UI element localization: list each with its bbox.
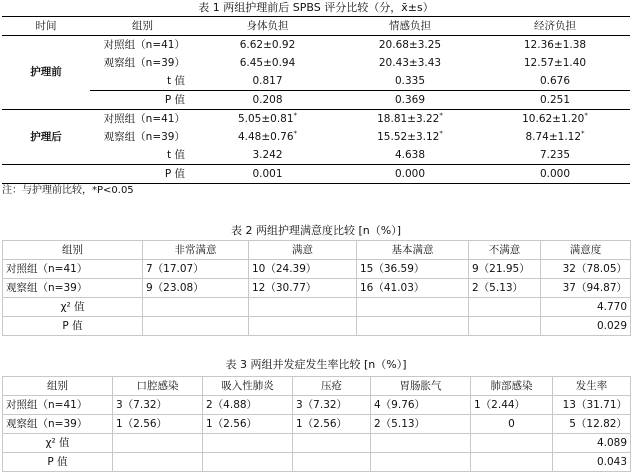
- value-cell: 0.335: [394, 74, 426, 87]
- table-row: [2, 36, 630, 55]
- header-group: 组别: [90, 17, 195, 36]
- value-cell: 12.36±1.38: [523, 38, 587, 51]
- table1-header-row: [2, 17, 630, 36]
- value-cell: 0.029: [541, 317, 631, 336]
- empty-cell: [293, 453, 371, 472]
- group-cell: P 值: [90, 165, 195, 184]
- header-cell: 满意度: [541, 241, 631, 260]
- empty-cell: [471, 453, 553, 472]
- value-cell: 10.62±1.20*: [480, 110, 630, 129]
- empty-cell: [249, 298, 357, 317]
- table-row: [2, 165, 630, 184]
- value-cell: 4（9.76）: [371, 396, 471, 415]
- empty-cell: [203, 453, 293, 472]
- table3-complications: [2, 376, 631, 472]
- header-economic: 经济负担: [480, 17, 630, 36]
- value-cell: 12（30.77）: [249, 279, 357, 298]
- empty-cell: [371, 453, 471, 472]
- value-cell: 10（24.39）: [249, 260, 357, 279]
- value-cell: 13（31.71）: [553, 396, 631, 415]
- group-cell: t 值: [167, 74, 185, 87]
- group-cell: P 值: [90, 91, 195, 110]
- table3-caption: 表 3 两组并发症发生率比较 [n（%）]: [225, 358, 407, 371]
- table-row: [3, 415, 631, 434]
- group-cell: 观察组（n=39）: [3, 415, 113, 434]
- table-row: [2, 72, 630, 91]
- value-cell: 1（2.56）: [203, 415, 293, 434]
- header-cell: 组别: [3, 241, 143, 260]
- header-cell: 发生率: [553, 377, 631, 396]
- time-before: 护理前: [30, 66, 62, 78]
- empty-cell: [2, 165, 90, 184]
- empty-cell: [203, 434, 293, 453]
- value-cell: 5（12.82）: [553, 415, 631, 434]
- value-cell: 7.235: [539, 148, 571, 161]
- value-cell: 0: [471, 415, 553, 434]
- header-cell: 胃肠胀气: [371, 377, 471, 396]
- value-cell: 7（17.07）: [143, 260, 249, 279]
- header-time: 时间: [2, 17, 90, 36]
- header-cell: 口腔感染: [113, 377, 203, 396]
- value-cell: 3（7.32）: [293, 396, 371, 415]
- empty-cell: [143, 317, 249, 336]
- table-row: [3, 317, 631, 336]
- header-cell: 压疮: [293, 377, 371, 396]
- header-cell: 不满意: [469, 241, 541, 260]
- header-physical: 身体负担: [195, 17, 340, 36]
- empty-cell: [113, 434, 203, 453]
- empty-cell: [249, 317, 357, 336]
- value-cell: 20.43±3.43: [378, 56, 442, 69]
- time-after: 护理后: [2, 110, 90, 165]
- table-row: [2, 110, 630, 129]
- table1-note: 注：与护理前比较，*P<0.05: [2, 185, 134, 196]
- table2-header-row: [3, 241, 631, 260]
- table-row: [3, 279, 631, 298]
- value-cell: 6.62±0.92: [239, 38, 296, 51]
- table-row: [2, 128, 630, 146]
- value-cell: 15.52±3.12*: [377, 129, 443, 143]
- value-cell: 4.089: [553, 434, 631, 453]
- group-cell: 观察组（n=39）: [103, 56, 185, 69]
- table-row: [2, 91, 630, 110]
- empty-cell: [143, 298, 249, 317]
- value-cell: 0.001: [195, 165, 340, 184]
- value-cell: 4.638: [394, 148, 426, 161]
- value-cell: 15（36.59）: [357, 260, 469, 279]
- table-row: [3, 434, 631, 453]
- table2-caption: 表 2 两组护理满意度比较 [n（%）]: [231, 224, 401, 237]
- value-cell: 5.05±0.81*: [195, 110, 340, 129]
- group-cell: 对照组（n=41）: [3, 396, 113, 415]
- value-cell: 0.043: [553, 453, 631, 472]
- value-cell: 0.676: [539, 74, 571, 87]
- table1-spbs-scores: [2, 16, 630, 184]
- value-cell: 3（7.32）: [113, 396, 203, 415]
- value-cell: 1（2.56）: [293, 415, 371, 434]
- table-row: [2, 146, 630, 165]
- group-cell: χ² 值: [3, 298, 143, 317]
- table-row: [3, 453, 631, 472]
- value-cell: 0.251: [480, 91, 630, 110]
- header-cell: 组别: [3, 377, 113, 396]
- value-cell: 0.817: [252, 74, 283, 87]
- group-cell: P 值: [3, 453, 113, 472]
- group-cell: 观察组（n=39）: [3, 279, 143, 298]
- header-cell: 基本满意: [357, 241, 469, 260]
- table3-header-row: [3, 377, 631, 396]
- group-cell: 观察组（n=39）: [103, 130, 185, 143]
- value-cell: 37（94.87）: [541, 279, 631, 298]
- value-cell: 0.208: [195, 91, 340, 110]
- value-cell: 1（2.44）: [471, 396, 553, 415]
- value-cell: 20.68±3.25: [378, 38, 442, 51]
- table-row: [3, 260, 631, 279]
- header-cell: 肺部感染: [471, 377, 553, 396]
- header-cell: 满意: [249, 241, 357, 260]
- value-cell: 2（4.88）: [203, 396, 293, 415]
- table2-satisfaction: [2, 240, 631, 336]
- table-row: [2, 54, 630, 72]
- group-cell: 对照组（n=41）: [90, 110, 195, 129]
- value-cell: 16（41.03）: [357, 279, 469, 298]
- value-cell: 4.48±0.76*: [237, 129, 298, 143]
- empty-cell: [469, 317, 541, 336]
- value-cell: 9（21.95）: [469, 260, 541, 279]
- empty-cell: [471, 434, 553, 453]
- value-cell: 2（5.13）: [371, 415, 471, 434]
- group-cell: χ² 值: [3, 434, 113, 453]
- value-cell: 12.57±1.40: [523, 56, 587, 69]
- group-cell: t 值: [167, 148, 185, 161]
- value-cell: 9（23.08）: [143, 279, 249, 298]
- empty-cell: [357, 298, 469, 317]
- group-cell: P 值: [3, 317, 143, 336]
- value-cell: 1（2.56）: [113, 415, 203, 434]
- value-cell: 0.000: [480, 165, 630, 184]
- value-cell: 2（5.13）: [469, 279, 541, 298]
- table-row: [3, 396, 631, 415]
- value-cell: 8.74±1.12*: [525, 129, 585, 143]
- group-cell: 对照组（n=41）: [3, 260, 143, 279]
- empty-cell: [357, 317, 469, 336]
- table-row: [3, 298, 631, 317]
- value-cell: 18.81±3.22*: [340, 110, 480, 129]
- empty-cell: [371, 434, 471, 453]
- value-cell: 0.000: [340, 165, 480, 184]
- header-emotional: 情感负担: [340, 17, 480, 36]
- value-cell: 32（78.05）: [541, 260, 631, 279]
- empty-cell: [293, 434, 371, 453]
- empty-cell: [113, 453, 203, 472]
- header-cell: 非常满意: [143, 241, 249, 260]
- value-cell: 6.45±0.94: [239, 56, 296, 69]
- header-cell: 吸入性肺炎: [203, 377, 293, 396]
- value-cell: 4.770: [541, 298, 631, 317]
- value-cell: 3.242: [252, 148, 283, 161]
- empty-cell: [469, 298, 541, 317]
- value-cell: 0.369: [340, 91, 480, 110]
- group-cell: 对照组（n=41）: [103, 38, 185, 51]
- table1-caption: 表 1 两组护理前后 SPBS 评分比较（分，x̄±s）: [198, 1, 434, 14]
